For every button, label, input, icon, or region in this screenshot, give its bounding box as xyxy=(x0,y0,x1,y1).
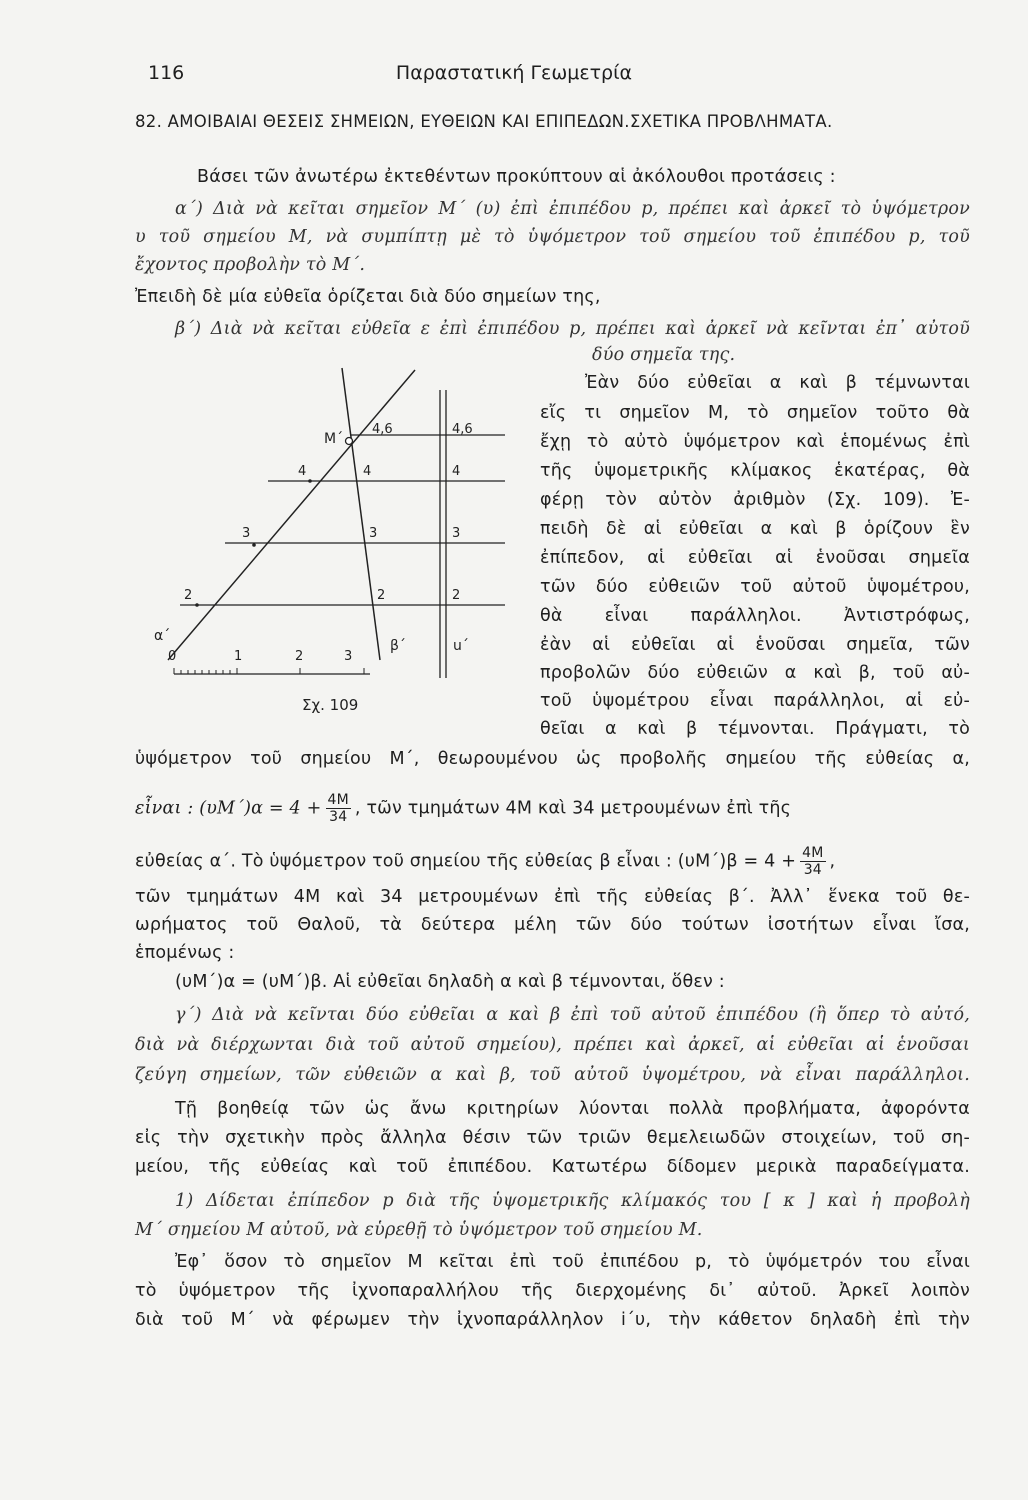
text-line: τῆς ὑψομετρικῆς κλίμακος ἑκατέρας, θὰ xyxy=(540,461,970,481)
text-line: ἐπίπεδον, αἱ εὐθεῖαι αἱ ἑνοῦσαι σημεῖα xyxy=(540,548,970,568)
text-line: Ἐπειδὴ δὲ μία εὐθεῖα ὁρίζεται διὰ δύο σημείων της, xyxy=(135,287,601,307)
point-a-3 xyxy=(252,543,256,547)
text-line: Τῇ βοηθείᾳ τῶν ὡς ἄνω κριτηρίων λύονται πολλὰ προβλήματα, ἀφορόντα xyxy=(175,1099,970,1119)
text-line: ἐὰν αἱ εὐθεῖαι αἱ ἑνοῦσαι σημεῖα, τῶν xyxy=(540,635,970,655)
label-a-prime: α΄ xyxy=(154,628,171,644)
scale-label-1: 1 xyxy=(234,649,243,664)
label-3-b: 3 xyxy=(369,526,378,541)
equation-b: εὐθείας α΄. Τὸ ὑψόμετρον τοῦ σημείου τῆς εὐθείας β εἶναι : (υM΄)β = 4 + xyxy=(135,851,797,872)
label-46-u: 4,6 xyxy=(452,422,473,437)
problem-1-line: M΄ σημείου M αὐτοῦ, νὰ εὑρεθῇ τὸ ὑψόμετρον τοῦ σημείου M. xyxy=(135,1220,703,1240)
label-m-prime: M΄ xyxy=(324,431,344,447)
text-line: ἑπομένως : xyxy=(135,943,235,963)
fraction xyxy=(800,845,825,878)
label-3-a: 3 xyxy=(242,526,251,541)
text-line: τῶν δύο εὐθειῶν τοῦ αὐτοῦ ὑψομέτρου, xyxy=(540,577,970,597)
text-line: ὑψόμετρον τοῦ σημείου M΄, θεωρουμένου ὡς προβολῆς σημείου τῆς εὐθείας α, xyxy=(135,749,970,769)
text-line: θεῖαι α καὶ β τέμνονται. Πράγματι, τὸ xyxy=(540,719,970,739)
fraction-numerator: 4M xyxy=(327,792,349,808)
point-a-4 xyxy=(308,479,312,483)
text-line: διὰ τοῦ M΄ νὰ φέρωμεν τὴν ἰχνοπαράλληλον i΄υ, τὴν κάθετον δηλαδὴ ἐπὶ τὴν xyxy=(135,1310,970,1330)
section-title: 82. ΑΜΟΙΒΑΙΑΙ ΘΕΣΕΙΣ ΣΗΜΕΙΩΝ, ΕΥΘΕΙΩΝ ΚΑΙ ΕΠΙΠΕΔΩΝ.ΣΧΕΤΙΚΑ ΠΡΟΒΛΗΜΑΤΑ. xyxy=(135,112,833,131)
equation-line xyxy=(135,792,970,825)
text-line: προβολῶν δύο εὐθειῶν α καὶ β, τοῦ αὐ- xyxy=(540,663,970,683)
line-a-prime xyxy=(168,370,415,660)
proposition-a-line: ἔχοντος προβολὴν τὸ M΄. xyxy=(135,255,366,275)
text-line: τὸ ὑψόμετρον τῆς ἰχνοπαραλλήλου τῆς διερχομένης δι᾽ αὐτοῦ. Ἀρκεῖ λοιπὸν xyxy=(135,1281,970,1301)
fraction-numerator: 4M xyxy=(802,845,824,861)
scale-label-0: 0 xyxy=(168,649,177,664)
text-line: τῶν τμημάτων 4M καὶ 34 μετρουμένων ἐπὶ τῆς εὐθείας β΄. Ἀλλ᾽ ἕνεκα τοῦ θε- xyxy=(135,887,970,907)
text-line: ωρήματος τοῦ Θαλοῦ, τὰ δεύτερα μέλη τῶν δύο τούτων ἰσοτήτων εἶναι ἴσα, xyxy=(135,915,970,935)
label-3-u: 3 xyxy=(452,526,461,541)
text-line: Ἐὰν δύο εὐθεῖαι α καὶ β τέμνωνται xyxy=(585,373,970,393)
text-line: μείου, τῆς εὐθείας καὶ τοῦ ἐπιπέδου. Κατωτέρω δίδομεν μερικὰ παραδείγματα. xyxy=(135,1157,970,1177)
equation-a-tail: , τῶν τμημάτων 4M καὶ 34 μετρουμένων ἐπὶ τῆς xyxy=(354,798,792,819)
fraction-denominator: 34 xyxy=(329,809,348,825)
text-line: (υM΄)α = (υM΄)β. Αἱ εὐθεῖαι δηλαδὴ α καὶ β τέμνονται, ὅθεν : xyxy=(175,972,725,992)
proposition-c-line: ζεύγη σημείων, τῶν εὐθειῶν α καὶ β, τοῦ αὐτοῦ ὑψομέτρου, νὰ εἶναι παράλληλοι. xyxy=(135,1065,970,1085)
proposition-c-line: γ΄) Διὰ νὰ κεῖνται δύο εὐθεῖαι α καὶ β ἐπὶ τοῦ αὐτοῦ ἐπιπέδου (ἢ ὅπερ τὸ αὐτό, xyxy=(175,1005,970,1025)
equation-line: εὐθείας α΄. Τὸ ὑψόμετρον τοῦ σημείου τῆς εὐθείας β εἶναι : (υM΄)β = 4 + $\frac{4M}{34}$ , xyxy=(135,845,836,878)
scale-label-2: 2 xyxy=(295,649,304,664)
text-line: θὰ εἶναι παράλληλοι. Ἀντιστρόφως, xyxy=(540,606,970,626)
proposition-c-line: διὰ νὰ διέρχωνται διὰ τοῦ αὐτοῦ σημείου), πρέπει καὶ ἀρκεῖ, αἱ εὐθεῖαι αἱ ἑνοῦσαι xyxy=(135,1035,970,1055)
running-title: Παραστατική Γεωμετρία xyxy=(395,62,633,84)
figure-caption: Σχ. 109 xyxy=(302,696,359,714)
text-line: Ἐφ᾽ ὅσον τὸ σημεῖον M κεῖται ἐπὶ τοῦ ἐπιπέδου p, τὸ ὑψόμετρόν του εἶναι xyxy=(175,1252,970,1272)
label-4-u: 4 xyxy=(452,464,461,479)
label-46-b: 4,6 xyxy=(372,422,393,437)
page-number: 116 xyxy=(148,62,185,84)
fraction-denominator: 34 xyxy=(803,862,822,878)
proposition-a-line: υ τοῦ σημείου M, νὰ συμπίπτῃ μὲ τὸ ὑψόμετρον τοῦ σημείου τοῦ ἐπιπέδου p, τοῦ xyxy=(135,227,970,247)
text-line: εἴς τι σημεῖον M, τὸ σημεῖον τοῦτο θὰ xyxy=(540,403,970,423)
point-a-2 xyxy=(195,603,199,607)
scale-ticks xyxy=(174,668,364,674)
label-b-prime: β΄ xyxy=(390,638,406,654)
text-line: εἰς τὴν σχετικὴν πρὸς ἄλληλα θέσιν τῶν τριῶν θεμελειωδῶν στοιχείων, τοῦ ση- xyxy=(135,1128,970,1148)
line-b-prime xyxy=(342,368,380,660)
label-2-a: 2 xyxy=(184,588,193,603)
text-line: Βάσει τῶν ἀνωτέρω ἐκτεθέντων προκύπτουν αἱ ἀκόλουθοι προτάσεις : xyxy=(197,167,836,187)
label-2-b: 2 xyxy=(377,588,386,603)
text-line: πειδὴ δὲ αἱ εὐθεῖαι α καὶ β ὁρίζουν ἓν xyxy=(540,519,970,539)
text-line: τοῦ ὑψομέτρου εἶναι παράλληλοι, αἱ εὐ- xyxy=(540,691,970,711)
proposition-b-line: β΄) Διὰ νὰ κεῖται εὐθεῖα ε ἐπὶ ἐπιπέδου p, πρέπει καὶ ἀρκεῖ νὰ κεῖνται ἐπ᾽ αὐτοῦ xyxy=(175,319,970,339)
point-m-prime xyxy=(346,438,353,445)
label-2-u: 2 xyxy=(452,588,461,603)
proposition-a-line: α΄) Διὰ νὰ κεῖται σημεῖον M΄ (υ) ἐπὶ ἐπιπέδου p, πρέπει καὶ ἀρκεῖ τὸ ὑψόμετρον xyxy=(175,199,970,219)
proposition-b-line: δύο σημεῖα της. xyxy=(592,345,736,365)
label-u-prime: u΄ xyxy=(453,638,469,654)
figure-109 xyxy=(150,360,530,720)
problem-1-line: 1) Δίδεται ἐπίπεδον p διὰ τῆς ὑψομετρικῆς κλίμακός του [ κ ] καὶ ἡ προβολὴ xyxy=(175,1191,970,1211)
label-4-b: 4 xyxy=(363,464,372,479)
label-4-a: 4 xyxy=(298,464,307,479)
scale-label-3: 3 xyxy=(344,649,353,664)
text-line: ἔχῃ τὸ αὐτὸ ὑψόμετρον καὶ ἑπομένως ἐπὶ xyxy=(540,432,970,452)
equation-a: εἶναι : (υM΄)α = 4 + xyxy=(135,798,322,819)
fraction xyxy=(326,792,351,825)
text-line: φέρῃ τὸν αὐτὸν ἀριθμὸν (Σχ. 109). Ἐ- xyxy=(540,490,970,510)
